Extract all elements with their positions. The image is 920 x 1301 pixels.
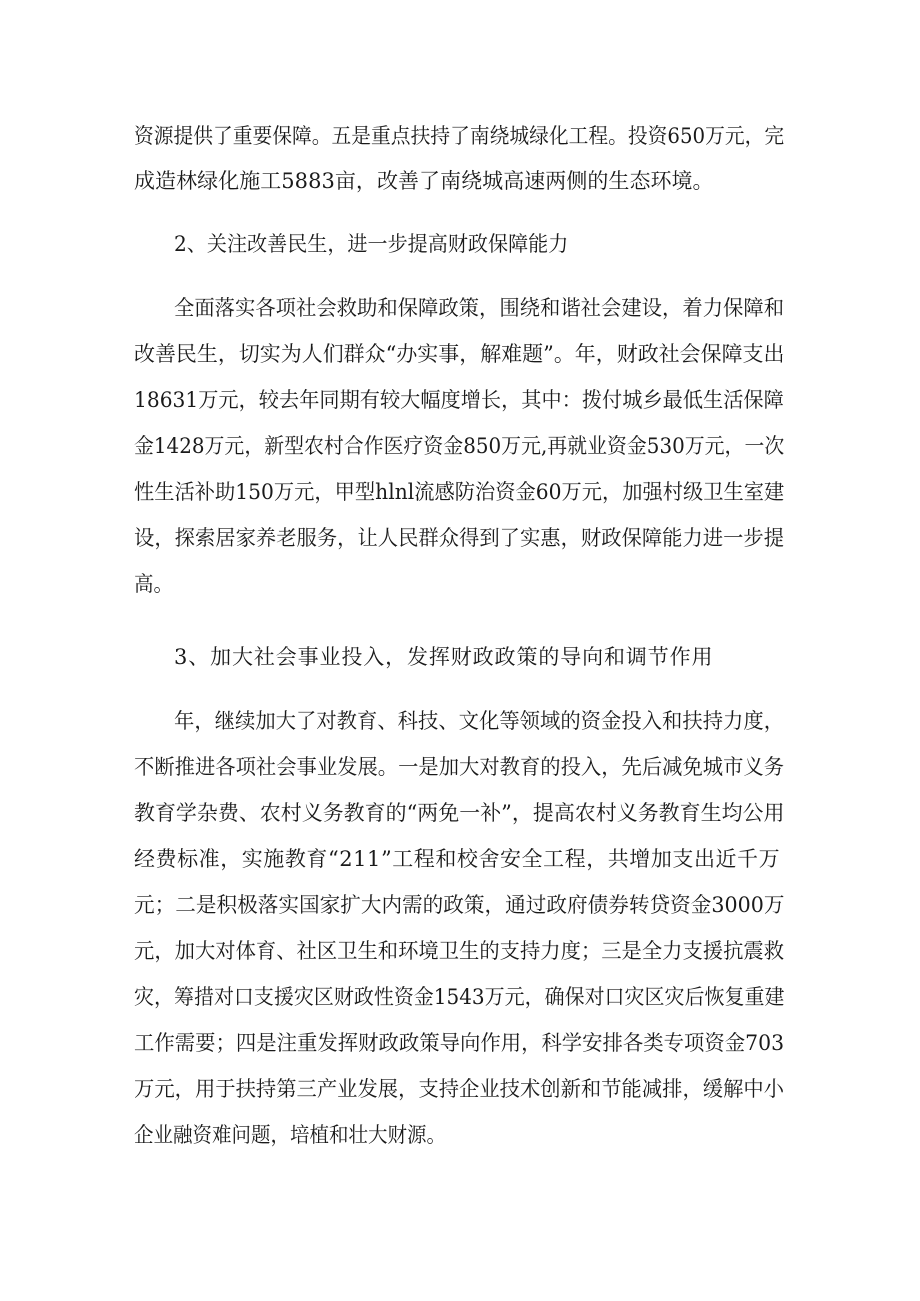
- paragraph-line: 企业融资难问题，培植和壮大财源。: [134, 1123, 447, 1147]
- paragraph-line: 万元，用于扶持第三产业发展，支持企业技术创新和节能减排，缓解中小: [134, 1077, 785, 1101]
- paragraph-line: 元；二是积极落实国家扩大内需的政策，通过政府债券转贷资金3000万: [134, 893, 785, 917]
- paragraph-line: 性生活补助150万元，甲型hlnl流感防治资金60万元，加强村级卫生室建: [134, 480, 785, 504]
- paragraph-line: 年，继续加大了对教育、科技、文化等领域的资金投入和扶持力度，: [174, 709, 785, 733]
- paragraph-line: 金1428万元，新型农村合作医疗资金850万元,再就业资金530万元，一次: [134, 434, 785, 458]
- paragraph-line: 设，探索居家养老服务，让人民群众得到了实惠，财政保障能力进一步提: [134, 526, 785, 550]
- paragraph-line: 改善民生，切实为人们群众“办实事，解难题”。年，财政社会保障支出: [134, 342, 785, 366]
- paragraph-line: 经费标准，实施教育“211”工程和校舍安全工程，共增加支出近千万: [134, 847, 781, 871]
- paragraph-line: 成造林绿化施工5883亩，改善了南绕城高速两侧的生态环境。: [134, 169, 714, 193]
- paragraph-line: 资源提供了重要保障。五是重点扶持了南绕城绿化工程。投资650万元，完: [134, 124, 785, 148]
- paragraph-line: 全面落实各项社会救助和保障政策，围绕和谐社会建设，着力保障和: [174, 296, 785, 320]
- paragraph-line: 灾，筹措对口支援灾区财政性资金1543万元，确保对口灾区灾后恢复重建: [134, 985, 785, 1009]
- section-heading: 3、加大社会事业投入，发挥财政政策的导向和调节作用: [174, 645, 714, 669]
- paragraph-line: 不断推进各项社会事业发展。一是加大对教育的投入，先后减免城市义务: [134, 755, 785, 779]
- paragraph-line: 元，加大对体育、社区卫生和环境卫生的支持力度；三是全力支援抗震救: [134, 939, 785, 963]
- section-heading: 2、关注改善民生，进一步提高财政保障能力: [174, 232, 569, 256]
- paragraph-line: 18631万元，较去年同期有较大幅度增长，其中：拨付城乡最低生活保障: [134, 388, 784, 412]
- paragraph-line: 教育学杂费、农村义务教育的“两免一补”，提高农村义务教育生均公用: [134, 801, 785, 825]
- paragraph-line: 高。: [134, 572, 174, 596]
- paragraph-line: 工作需要；四是注重发挥财政政策导向作用，科学安排各类专项资金703: [134, 1031, 785, 1055]
